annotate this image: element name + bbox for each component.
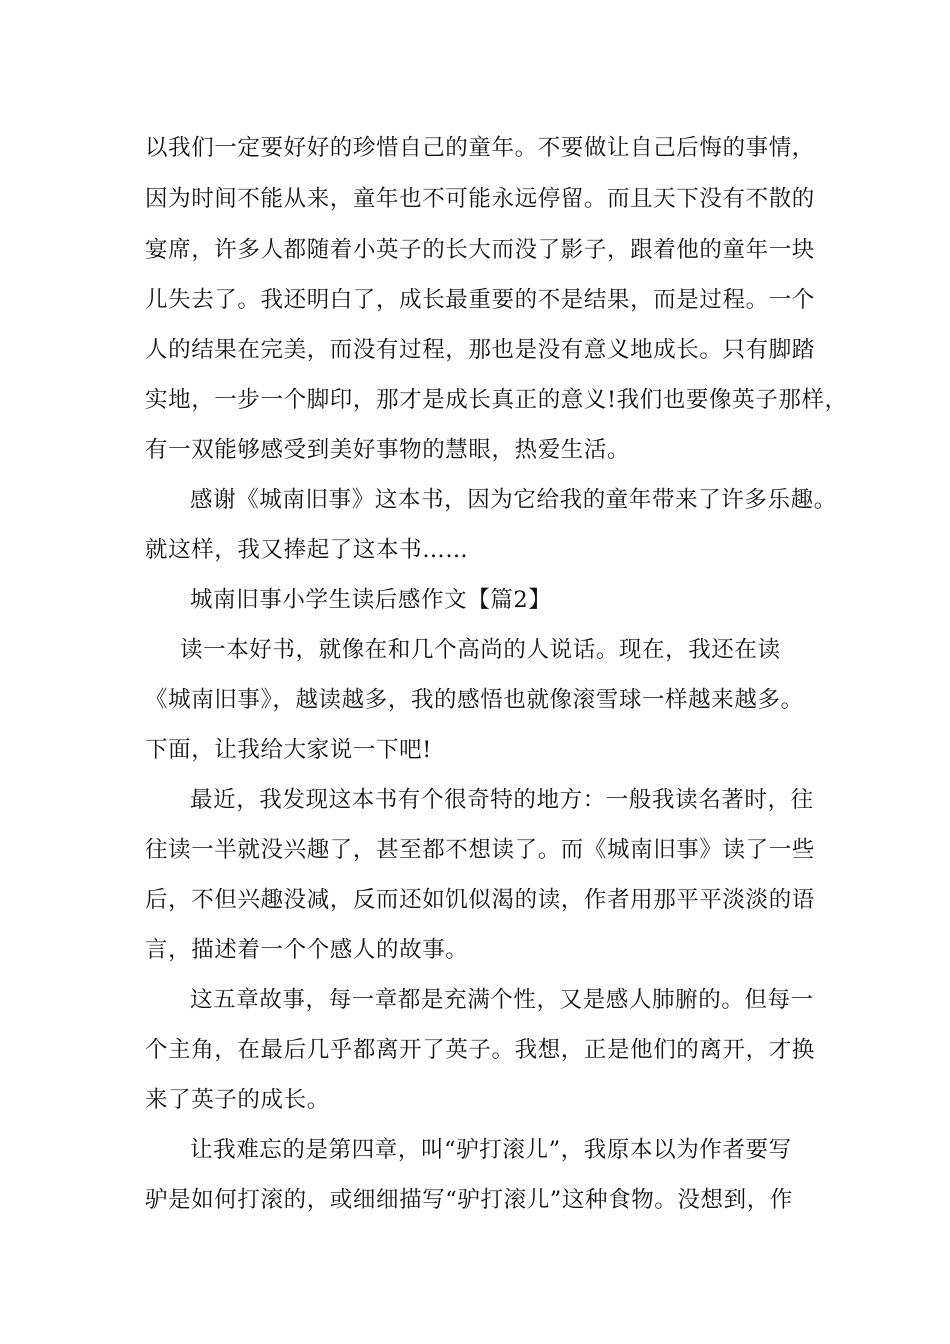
text-line: 往读一半就没兴趣了，甚至都不想读了。而《城南旧事》读了一些 <box>145 837 815 863</box>
text-line: 最近，我发现这本书有个很奇特的地方：一般我读名著时，往 <box>190 787 814 813</box>
text-line: 下面，让我给大家说一下吧! <box>145 737 432 763</box>
text-line: 感谢《城南旧事》这本书，因为它给我的童年带来了许多乐趣。 <box>190 487 837 513</box>
text-line: 人的结果在完美，而没有过程，那也是没有意义地成长。只有脚踏 <box>145 337 815 363</box>
text-line: 读一本好书，就像在和几个高尚的人说话。现在，我还在读 <box>180 637 781 663</box>
text-line: 这五章故事，每一章都是充满个性，又是感人肺腑的。但每一 <box>190 987 814 1013</box>
text-line: 个主角，在最后几乎都离开了英子。我想，正是他们的离开，才换 <box>145 1037 815 1063</box>
text-line: 让我难忘的是第四章，叫“驴打滚儿”，我原本以为作者要写 <box>190 1137 792 1163</box>
text-line: 言，描述着一个个感人的故事。 <box>145 937 469 963</box>
text-line: 驴是如何打滚的，或细细描写“驴打滚儿”这种食物。没想到，作 <box>145 1187 793 1213</box>
text-line: 宴席，许多人都随着小英子的长大而没了影子，跟着他的童年一块 <box>145 237 815 263</box>
text-line: 以我们一定要好好的珍惜自己的童年。不要做让自己后悔的事情， <box>145 135 815 161</box>
text-line: 就这样，我又捧起了这本书…… <box>145 537 469 563</box>
text-line: 实地，一步一个脚印，那才是成长真正的意义!我们也要像英子那样， <box>145 387 848 413</box>
section-heading: 城南旧事小学生读后感作文【篇2】 <box>190 587 552 613</box>
text-line: 因为时间不能从来，童年也不可能永远停留。而且天下没有不散的 <box>145 186 815 212</box>
text-line: 来了英子的成长。 <box>145 1087 330 1113</box>
text-line: 《城南旧事》，越读越多，我的感悟也就像滚雪球一样越来越多。 <box>145 687 804 713</box>
text-line: 儿失去了。我还明白了，成长最重要的不是结果，而是过程。一个 <box>145 287 815 313</box>
text-line: 有一双能够感受到美好事物的慧眼，热爱生活。 <box>145 437 631 463</box>
text-line: 后，不但兴趣没减，反而还如饥似渴的读，作者用那平平淡淡的语 <box>145 887 815 913</box>
